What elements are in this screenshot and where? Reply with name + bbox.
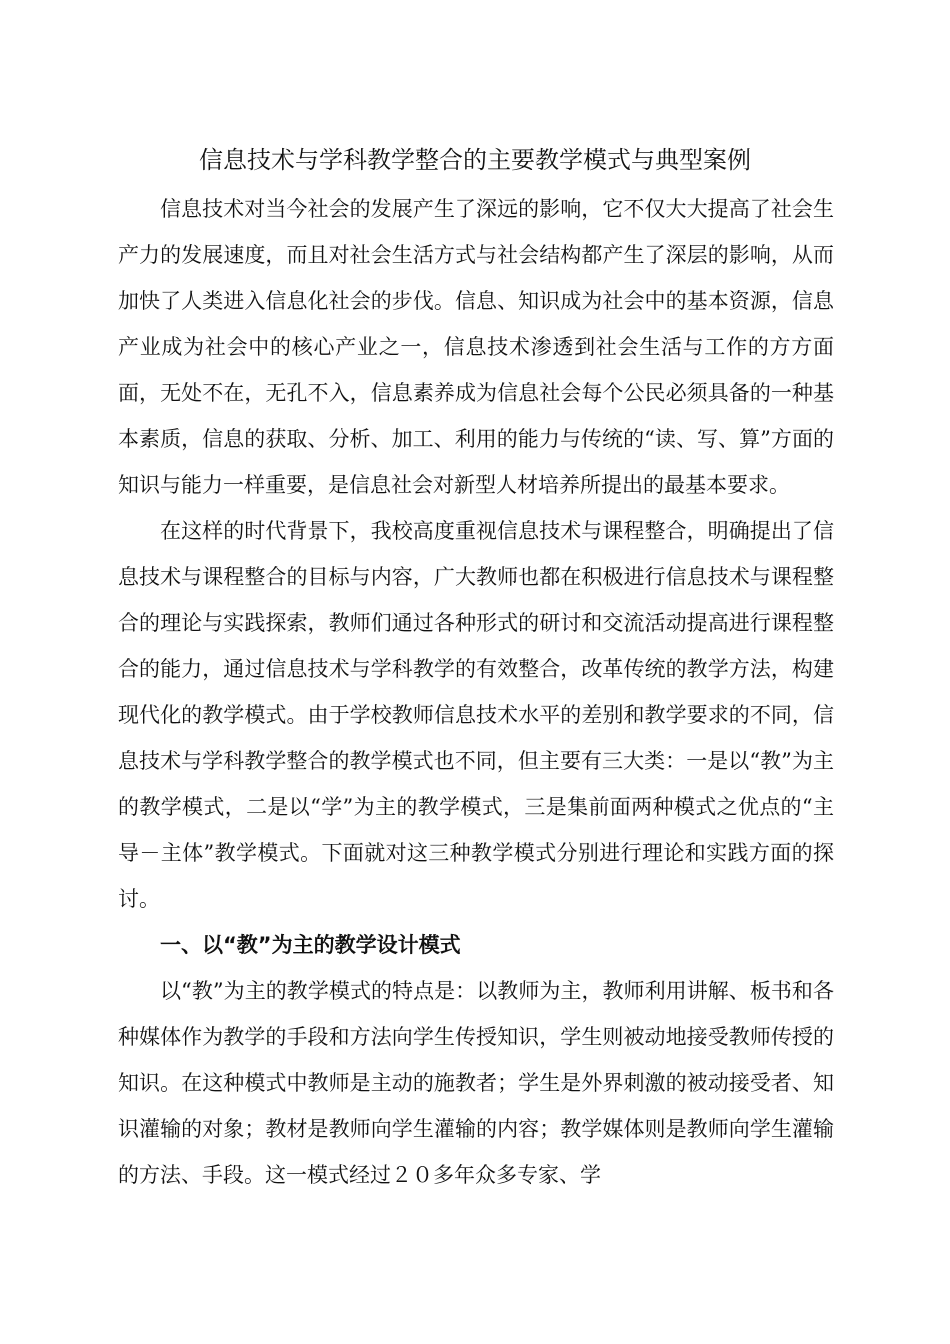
- paragraph-teaching-model: 以“教”为主的教学模式的特点是：以教师为主，教师利用讲解、板书和各种媒体作为教学的手段和方法向学生传授知识，学生则被动地接受教师传授的知识。在这种模式中教师是主动的施教者；学生是外界刺激的被动接受者、知识灌输的对象；教材是教师向学生灌输的内容；教学媒体则是教师向学生灌输的方法、手段。这一模式经过２０多年众多专家、学: [118, 979, 834, 1187]
- paragraph-intro: 信息技术对当今社会的发展产生了深远的影响，它不仅大大提高了社会生产力的发展速度，而且对社会生活方式与社会结构都产生了深层的影响，从而加快了人类进入信息化社会的步伐。信息、知识成为社会中的基本资源，信息产业成为社会中的核心产业之一，信息技术渗透到社会生活与工作的方方面面，无处不在，无孔不入，信息素养成为信息社会每个公民必须具备的一种基本素质，信息的获取、分析、加工、利用的能力与传统的“读、写、算”方面的知识与能力一样重要，是信息社会对新型人材培养所提出的最基本要求。: [118, 197, 834, 497]
- document-title: 信息技术与学科教学整合的主要教学模式与典型案例: [199, 146, 751, 174]
- section-heading-teaching-model: 一、以“教”为主的教学设计模式: [160, 933, 461, 957]
- paragraph-background: 在这样的时代背景下，我校高度重视信息技术与课程整合，明确提出了信息技术与课程整合的目标与内容，广大教师也都在积极进行信息技术与课程整合的理论与实践探索，教师们通过各种形式的研讨和交流活动提高进行课程整合的能力，通过信息技术与学科教学的有效整合，改革传统的教学方法，构建现代化的教学模式。由于学校教师信息技术水平的差别和教学要求的不同，信息技术与学科教学整合的教学模式也不同，但主要有三大类：一是以“教”为主的教学模式，二是以“学”为主的教学模式，三是集前面两种模式之优点的“主导－主体”教学模式。下面就对这三种教学模式分别进行理论和实践方面的探讨。: [118, 519, 834, 911]
- document-body: [118, 186, 834, 1198]
